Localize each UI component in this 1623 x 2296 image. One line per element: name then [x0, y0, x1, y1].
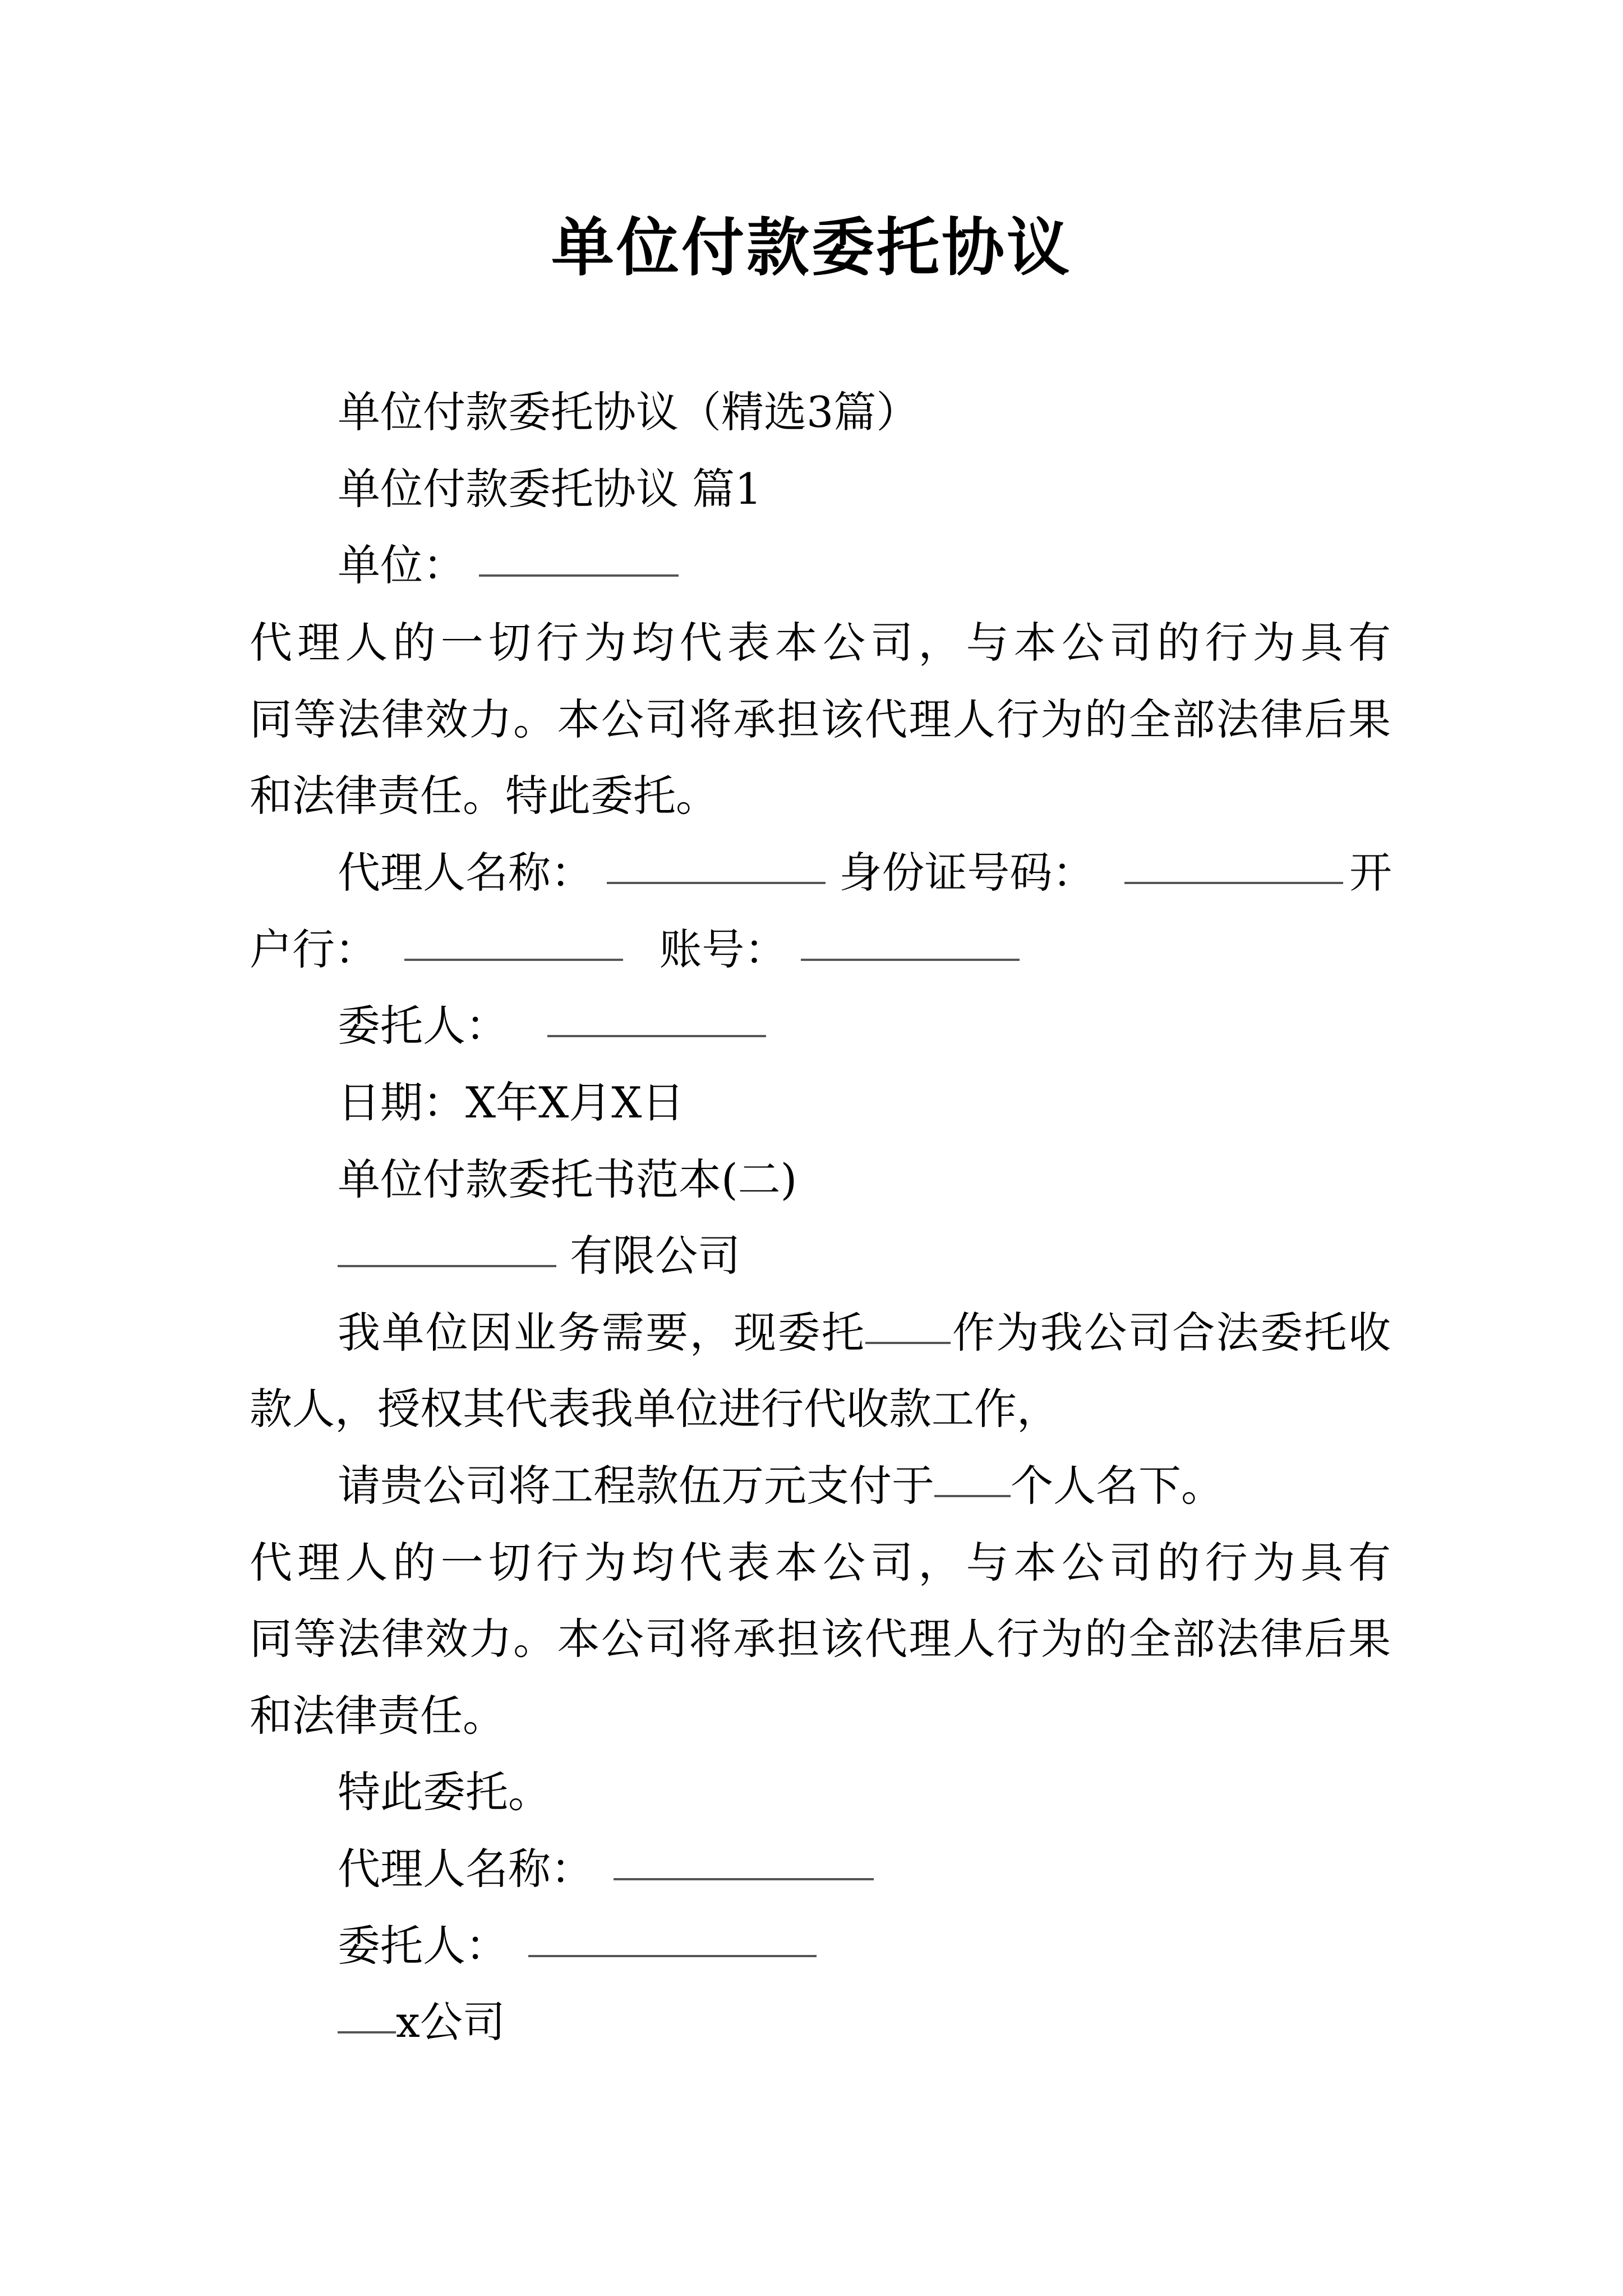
recipient-blank [934, 1494, 1011, 1497]
agent-name-label: 代理人名称： [338, 1844, 593, 1894]
account-blank [801, 958, 1020, 961]
id-label: 身份证号码： [839, 848, 1095, 898]
unit-blank [479, 574, 679, 577]
payee-blank [865, 1341, 951, 1344]
agent-name-blank [614, 1878, 874, 1880]
document-title: 单位付款委托协议 [551, 211, 1072, 284]
id-blank [1124, 881, 1343, 884]
principal-line-2 [338, 1921, 817, 1971]
company-blank [338, 2031, 396, 2033]
paragraph-line: 和法律责任。 [250, 1691, 505, 1741]
bank-label: 户行： [250, 924, 377, 974]
principal-label: 委托人： [338, 1001, 508, 1051]
account-label: 账号： [659, 924, 787, 974]
agent-line [338, 848, 1343, 898]
paragraph-line [338, 1308, 1391, 1358]
paragraph-line: 代理人的一切行为均代表本公司，与本公司的行为具有 [250, 1538, 1391, 1588]
date-line: 日期：X年X月X日 [338, 1078, 685, 1128]
company-suffix: 有限公司 [570, 1231, 741, 1281]
company-name: x公司 [396, 1997, 505, 2047]
subtitle: 单位付款委托协议（精选3篇） [338, 387, 919, 437]
unit-line [338, 540, 679, 590]
paragraph-line: 代理人的一切行为均代表本公司，与本公司的行为具有 [250, 618, 1391, 668]
unit-label: 单位： [338, 540, 465, 590]
paragraph-line: 和法律责任。特此委托。 [250, 771, 718, 821]
paragraph-line [338, 1461, 1224, 1511]
closing-line: 特此委托。 [338, 1767, 551, 1817]
bank-label-start: 开 [1349, 848, 1392, 898]
principal-blank [547, 1034, 766, 1037]
agent-name-blank [607, 881, 826, 884]
paragraph-line: 同等法律效力。本公司将承担该代理人行为的全部法律后果 [250, 1614, 1391, 1664]
para-text: 个人名下。 [1011, 1461, 1224, 1511]
para-text: 作为我公司合法委托收 [951, 1308, 1391, 1358]
principal-blank [528, 1954, 817, 1957]
agent-name-label: 代理人名称： [338, 848, 593, 898]
para-text: 请贵公司将工程款伍万元支付于 [338, 1461, 934, 1511]
principal-line [338, 1001, 766, 1051]
paragraph-line: 同等法律效力。本公司将承担该代理人行为的全部法律后果 [250, 694, 1391, 744]
section-heading-1: 单位付款委托协议 篇1 [338, 464, 762, 514]
section-heading-2: 单位付款委托书范本(二) [338, 1154, 797, 1204]
company-signature-line [338, 1997, 505, 2047]
bank-blank [404, 958, 623, 961]
company-blank [338, 1264, 556, 1267]
paragraph-line: 款人，授权其代表我单位进行代收款工作， [250, 1384, 1059, 1434]
company-line [338, 1231, 741, 1281]
bank-line [250, 924, 1020, 974]
para-text: 我单位因业务需要，现委托 [338, 1308, 866, 1358]
principal-label: 委托人： [338, 1921, 508, 1971]
agent-line-2 [338, 1844, 874, 1894]
